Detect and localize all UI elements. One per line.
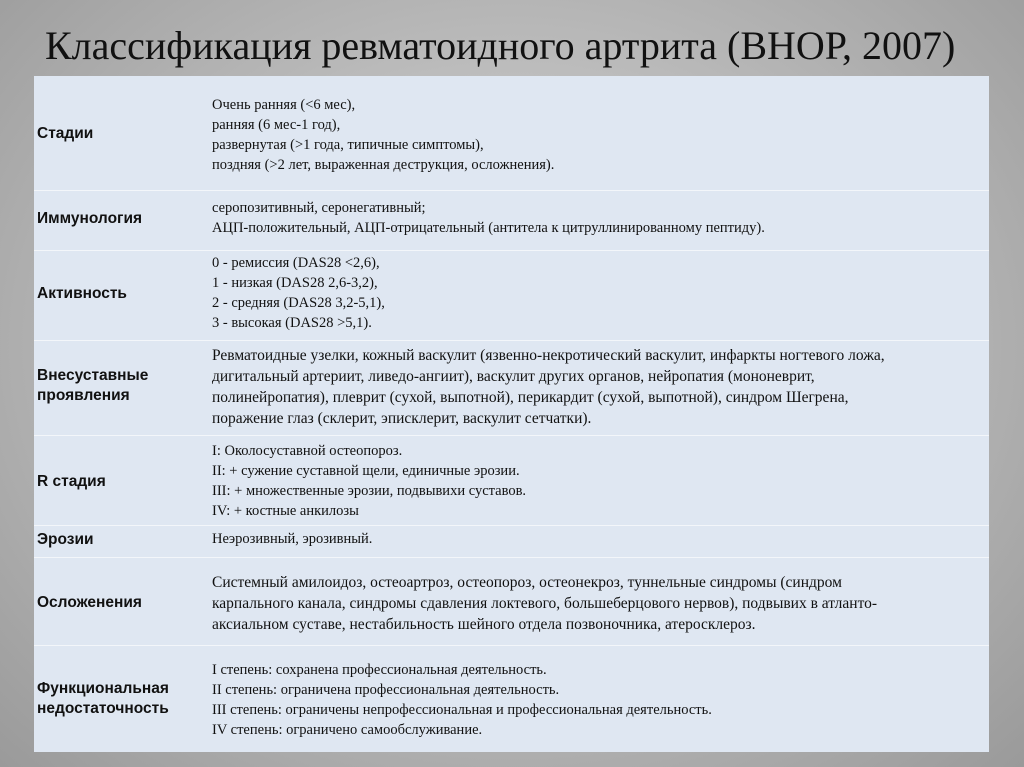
table-row-activity bbox=[34, 251, 989, 341]
table-row-complications bbox=[34, 558, 989, 646]
row-label: Стадии bbox=[37, 125, 94, 142]
row-value: I: Околосуставной остеопороз. II: + сужение суставной щели, единичные эрозии. III: + множественные эрозии, подвывихи суставов. IV: + костные анкилозы bbox=[212, 443, 527, 519]
row-label: R стадия bbox=[37, 473, 106, 490]
table-row-r-stage bbox=[34, 436, 989, 526]
row-value: Системный амилоидоз, остеоартроз, остеопороз, остеонекроз, туннельные синдромы (синдром карпального канала, синдромы сдавления локтевого, большеберцового нервов), подвывих в атланто- аксиальном суставе, нестабильность шейного отдела позвоночника, атеросклероз. bbox=[212, 574, 878, 633]
row-label: Эрозии bbox=[37, 531, 94, 548]
slide-title: Классификация ревматоидного артрита (ВНОР, 2007) bbox=[45, 23, 956, 68]
row-label: Осложенения bbox=[37, 594, 142, 611]
table-row-functional-insufficiency bbox=[34, 646, 989, 752]
table-row-erosions bbox=[34, 526, 989, 558]
row-value: 0 - ремиссия (DAS28 <2,6), 1 - низкая (DAS28 2,6-3,2), 2 - средняя (DAS28 3,2-5,1), 3 - высокая (DAS28 >5,1). bbox=[212, 255, 385, 331]
row-label: Функциональная недостаточность bbox=[37, 680, 169, 717]
row-value: I степень: сохранена профессиональная деятельность. II степень: ограничена профессиональная деятельность. III степень: ограничены непрофессиональная и профессиональная деятельность. IV степень: ограничено самообслуживание. bbox=[212, 662, 712, 738]
row-value: Ревматоидные узелки, кожный васкулит (язвенно-некротический васкулит, инфаркты ногтевого ложа, дигитальный артериит, ливедо-ангиит), васкулит других органов, нейропатия (мононеврит, полинейропатия), плеврит (сухой, выпотной), перикардит (сухой, выпотной), синдром Шегрена, поражение глаз (склерит, эписклерит, васкулит сетчатки). bbox=[212, 347, 885, 427]
row-label: Внесуставные проявления bbox=[37, 367, 149, 404]
row-label: Активность bbox=[37, 285, 127, 302]
table-row-extra-articular bbox=[34, 341, 989, 436]
row-value: серопозитивный, серонегативный; АЦП-положительный, АЦП-отрицательный (антитела к цитруллинированному пептиду). bbox=[212, 200, 765, 236]
table-row-stages bbox=[34, 76, 989, 191]
row-value: Очень ранняя (<6 мес), ранняя (6 мес-1 год), развернутая (>1 года, типичные симптомы), поздняя (>2 лет, выраженная деструкция, осложнения). bbox=[212, 97, 555, 173]
row-value: Неэрозивный, эрозивный. bbox=[212, 531, 373, 547]
table-row-immunology bbox=[34, 191, 989, 251]
classification-table bbox=[34, 76, 989, 752]
row-label: Иммунология bbox=[37, 210, 143, 227]
